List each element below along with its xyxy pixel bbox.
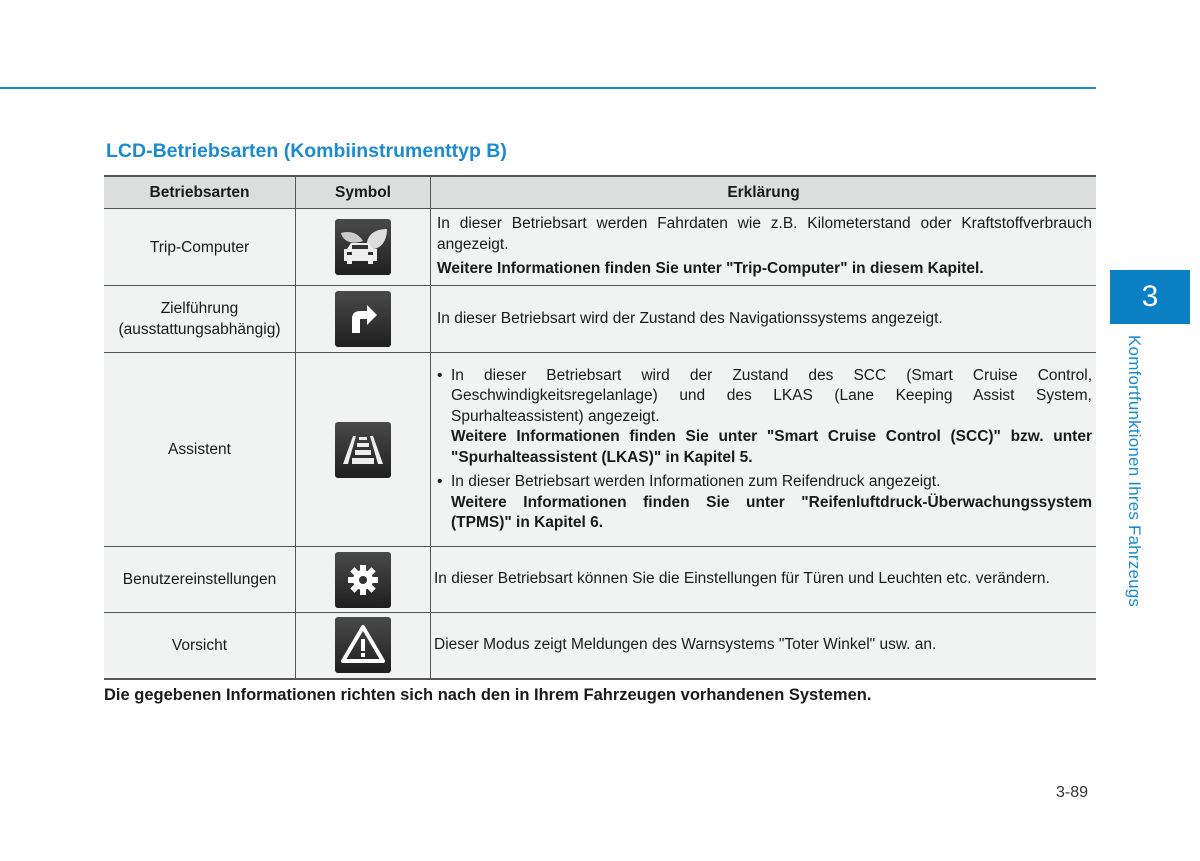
mode-name: Vorsicht — [104, 613, 296, 679]
mode-name-note: (ausstattungsabhängig) — [118, 321, 281, 338]
more-info-reference: Weitere Informationen finden Sie unter "Trip-Computer" in diesem Kapitel. — [437, 260, 984, 278]
warning-triangle-icon — [335, 617, 391, 673]
mode-name: Benutzereinstellungen — [104, 547, 296, 613]
mode-description: In dieser Betriebsart werden Fahrdaten wie z.B. Kilometerstand oder Kraftstoffverbrauch angezeigt. — [437, 215, 1092, 253]
more-info-reference: Weitere Informationen finden Sie unter "Reifenluftdruck-Überwachungssystem (TPMS)" in Kapitel 6. — [451, 493, 1092, 531]
table-header-row — [104, 176, 1096, 209]
chapter-title: Komfortfunktionen Ihres Fahrzeugs — [1125, 335, 1144, 608]
turn-right-arrow-icon — [335, 291, 391, 347]
footnote: Die gegebenen Informationen richten sich nach den in Ihrem Fahrzeugen vorhandenen Systemen. — [104, 686, 872, 704]
mode-description: In dieser Betriebsart wird der Zustand des Navigationssystems angezeigt. — [437, 309, 943, 327]
modes-table — [104, 175, 1096, 680]
eco-car-icon — [335, 219, 391, 275]
table-row — [104, 286, 1096, 353]
mode-description: In dieser Betriebsart wird der Zustand des SCC (Smart Cruise Control, Geschwindigkeitsregelanlage) und des LKAS (Lane Keeping Assist System, Spurhalteassistent) angezeigt. — [451, 366, 1092, 425]
table-row — [104, 547, 1096, 613]
bullet: • — [437, 473, 443, 490]
chapter-tab: 3 — [1110, 270, 1190, 324]
section-title: LCD-Betriebsarten (Kombiinstrumenttyp B) — [106, 140, 507, 162]
mode-description: In dieser Betriebsart werden Informationen zum Reifendruck angezeigt. — [451, 473, 941, 490]
table-row — [104, 613, 1096, 679]
bullet: • — [437, 366, 443, 384]
header-rule — [0, 87, 1096, 89]
mode-description: Dieser Modus zeigt Meldungen des Warnsystems "Toter Winkel" usw. an. — [434, 636, 937, 653]
table-row — [104, 209, 1096, 286]
column-header: Betriebsarten — [104, 176, 296, 209]
mode-description: In dieser Betriebsart können Sie die Einstellungen für Türen und Leuchten etc. verändern. — [434, 570, 1050, 588]
column-header: Symbol — [296, 176, 431, 209]
page-number: 3-89 — [1056, 784, 1089, 801]
column-header: Erklärung — [431, 176, 1097, 209]
mode-name: Assistent — [104, 353, 296, 547]
table-row — [104, 353, 1096, 547]
mode-name: Zielführung — [160, 300, 239, 317]
gear-icon — [335, 552, 391, 608]
more-info-reference: Weitere Informationen finden Sie unter "Smart Cruise Control (SCC)" bzw. unter "Spurhalteassistent (LKAS)" in Kapitel 5. — [451, 428, 1092, 466]
lane-assist-icon — [335, 422, 391, 478]
mode-name: Trip-Computer — [104, 209, 296, 286]
